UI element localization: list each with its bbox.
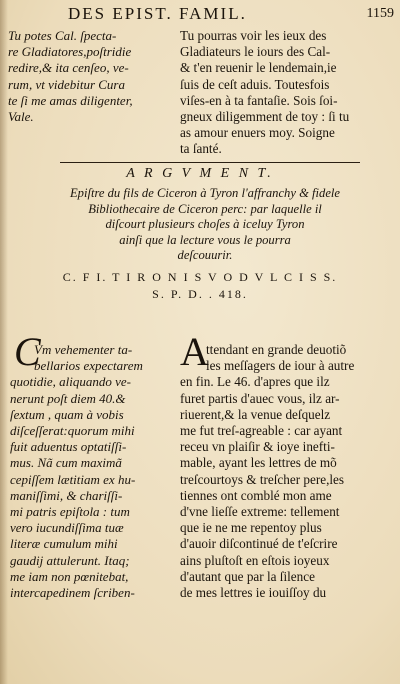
french-line: en fin. Le 46. d'apres que ilz xyxy=(180,374,330,390)
latin-dropcap: C xyxy=(14,329,41,374)
french-line: treſcourtoys & treſcher pere,les xyxy=(180,471,345,487)
french-line: que ie ne me repentoy plus xyxy=(180,520,322,536)
french-line: ains pluſtoſt en eſtois ioyeux xyxy=(180,552,330,568)
latin-line: Vale. xyxy=(8,109,34,125)
latin-line: diſceſſerat:quorum mihi xyxy=(10,423,135,439)
french-line: ttendant en grande deuotiõ xyxy=(206,342,347,357)
french-line: Tu pourras voir les ieux des xyxy=(180,28,327,43)
french-line: furet partis d'auec vous, ilz ar- xyxy=(180,390,340,406)
french-dropcap: A xyxy=(180,329,209,374)
spine-shadow xyxy=(0,0,8,684)
latin-line: bellarios expectarem xyxy=(34,358,143,374)
latin-line: te ſi me amas diligenter, xyxy=(8,92,133,108)
argument-heading: A R G V M E N T. xyxy=(126,166,274,181)
latin-line: quotidie, aliquando ve- xyxy=(10,374,131,390)
latin-line: mi patris epiſtola : tum xyxy=(10,504,130,520)
latin-line: fuit aduentus optatiſſi- xyxy=(10,439,127,455)
argument-line: deſcouurir. xyxy=(177,248,233,263)
latin-line: nerunt poſt diem 40.& xyxy=(10,390,126,406)
french-line: d'vne lieſſe extreme: tellement xyxy=(180,504,340,520)
argument-body xyxy=(30,186,380,264)
french-line: mable, ayant les lettres de mõ xyxy=(180,455,337,471)
latin-line: rum, vt videbitur Cura xyxy=(8,76,125,92)
latin-line: gaudij attulerunt. Itaq; xyxy=(10,552,130,568)
letter-salutation xyxy=(0,269,400,303)
section-rule xyxy=(60,162,360,163)
french-line: ſuis de ceſt aduis. Toutesfois xyxy=(180,76,330,92)
french-line: riuerent,& la venue deſquelz xyxy=(180,406,331,422)
latin-line: maniſſimi, & chariſſi- xyxy=(10,487,123,503)
latin-line: mus. Nã cum maximã xyxy=(10,455,122,471)
salutation-line: C. F I. T I R O N I S V O D V L C I S S. xyxy=(62,270,338,284)
french-line: receu vn plaiſir & ioye inefti- xyxy=(180,439,335,455)
french-line: me fut treſ-agreable : car ayant xyxy=(180,423,343,439)
latin-line: cepiſſem lætitiam ex hu- xyxy=(10,471,136,487)
french-line: Gladiateurs le iours des Cal- xyxy=(180,44,331,60)
french-line: viſes-en à ta fantaſie. Sois ſoi- xyxy=(180,92,338,108)
french-line: les meſſagers de iour à autre xyxy=(206,358,355,374)
french-line: ta ſanté. xyxy=(180,141,222,157)
french-line: as amour enuers moy. Soigne xyxy=(180,125,335,141)
body-latin-column xyxy=(10,342,174,601)
latin-line: ſextum , quam à vobis xyxy=(10,406,124,422)
salutation-line: S. P. D. . 418. xyxy=(152,287,248,301)
latin-line: intercapedinem ſcriben- xyxy=(10,585,135,601)
top-latin-column xyxy=(8,28,174,125)
french-line: de mes lettres ie iouiſſoy du xyxy=(180,585,327,601)
argument-line: diſcourt plusieurs choſes à iceluy Tyron xyxy=(105,217,305,232)
french-line: tiennes ont comblé mon ame xyxy=(180,487,332,503)
page-number: 1159 xyxy=(366,6,394,21)
argument-line: ainſi que la lecture vous le pourra xyxy=(119,232,291,247)
latin-line: re Gladiatores,poſtridie xyxy=(8,44,132,60)
latin-line: Vm vehementer ta- xyxy=(34,342,133,357)
body-french-column xyxy=(180,342,394,601)
latin-line: Tu potes Cal. ſpecta- xyxy=(8,28,117,43)
argument-line: Bibliothecaire de Ciceron perc: par laquelle il xyxy=(88,201,322,216)
french-line: d'auoir diſcontinué de t'eſcrire xyxy=(180,536,338,552)
running-title: DES EPIST. FAMIL. xyxy=(68,4,247,23)
latin-line: literæ cumulum mihi xyxy=(10,536,118,552)
argument-line: Epiſtre du fils de Ciceron à Tyron l'affranchy & fidele xyxy=(69,186,341,200)
french-line: d'autant que par la ſilence xyxy=(180,568,315,584)
running-head xyxy=(0,4,400,26)
top-french-column xyxy=(180,28,394,158)
french-line: & t'en reuenir le lendemain,ie xyxy=(180,60,337,76)
latin-line: me iam non pœnitebat, xyxy=(10,568,129,584)
latin-line: redire,& ita cenſeo, ve- xyxy=(8,60,129,76)
french-line: gneux diligemment de toy : ſi tu xyxy=(180,109,350,125)
latin-line: vero iucundiſſima tuæ xyxy=(10,520,124,536)
